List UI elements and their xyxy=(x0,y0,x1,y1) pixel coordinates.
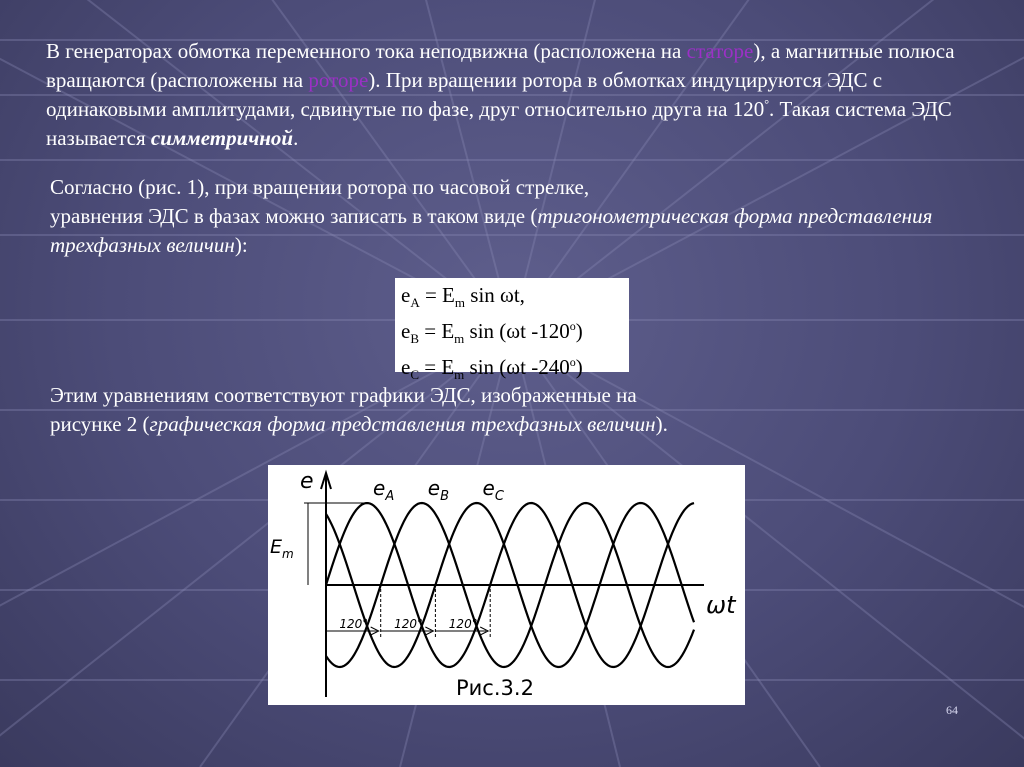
intro-paragraph: В генераторах обмотка переменного тока неподвижна (расположена на статоре), а магнитные полюса вращаются (расположены на роторе). При вращении ротора в обмотках индуцируются ЭДС с одинаковыми амплитудами, сдвинутые по фазе, друг относительно друга на 120°. Такая система ЭДС называется симметричной. xyxy=(46,39,955,150)
equation-b: $e_B = E_m$ sin (ωt -120$^o$) xyxy=(401,319,583,347)
figure-caption: Рис.3.2 xyxy=(456,676,534,700)
term-symmetric: симметричной xyxy=(150,126,294,150)
amplitude-label: $E_m$ xyxy=(270,536,294,561)
equation-a: $e_A = E_m$ sin ωt, xyxy=(401,283,525,311)
curve-label-a: $e_A$ xyxy=(373,476,395,504)
equations-intro-paragraph: Согласно (рис. 1), при вращении ротора по часовой стрелке, уравнения ЭДС в фазах можно записать в таком виде (тригонометрическая форма представления трехфазных величин): xyxy=(50,175,933,257)
y-axis-label: e xyxy=(300,469,314,494)
graph-intro-paragraph: Этим уравнениям соответствуют графики ЭДС, изображенные на рисунке 2 (графическая форма представления трехфазных величин). xyxy=(50,383,668,436)
equation-c: $e_C = E_m$ sin (ωt -240$^o$) xyxy=(401,355,583,383)
curve-label-b: $e_B$ xyxy=(427,476,450,504)
phase-shift-label: 120° xyxy=(448,617,478,631)
phase-shift-label: 120° xyxy=(339,617,369,631)
slide-number: 64 xyxy=(946,703,958,717)
phase-shift-label: 120° xyxy=(394,617,424,631)
term-stator: статоре xyxy=(686,39,754,63)
curve-label-c: $e_C$ xyxy=(482,476,504,504)
three-phase-emf-figure xyxy=(268,465,745,705)
three-phase-waveform xyxy=(268,465,745,705)
emf-equations-box xyxy=(395,278,629,383)
x-axis-label: ωt xyxy=(706,591,736,619)
term-rotor: роторе xyxy=(308,68,369,92)
